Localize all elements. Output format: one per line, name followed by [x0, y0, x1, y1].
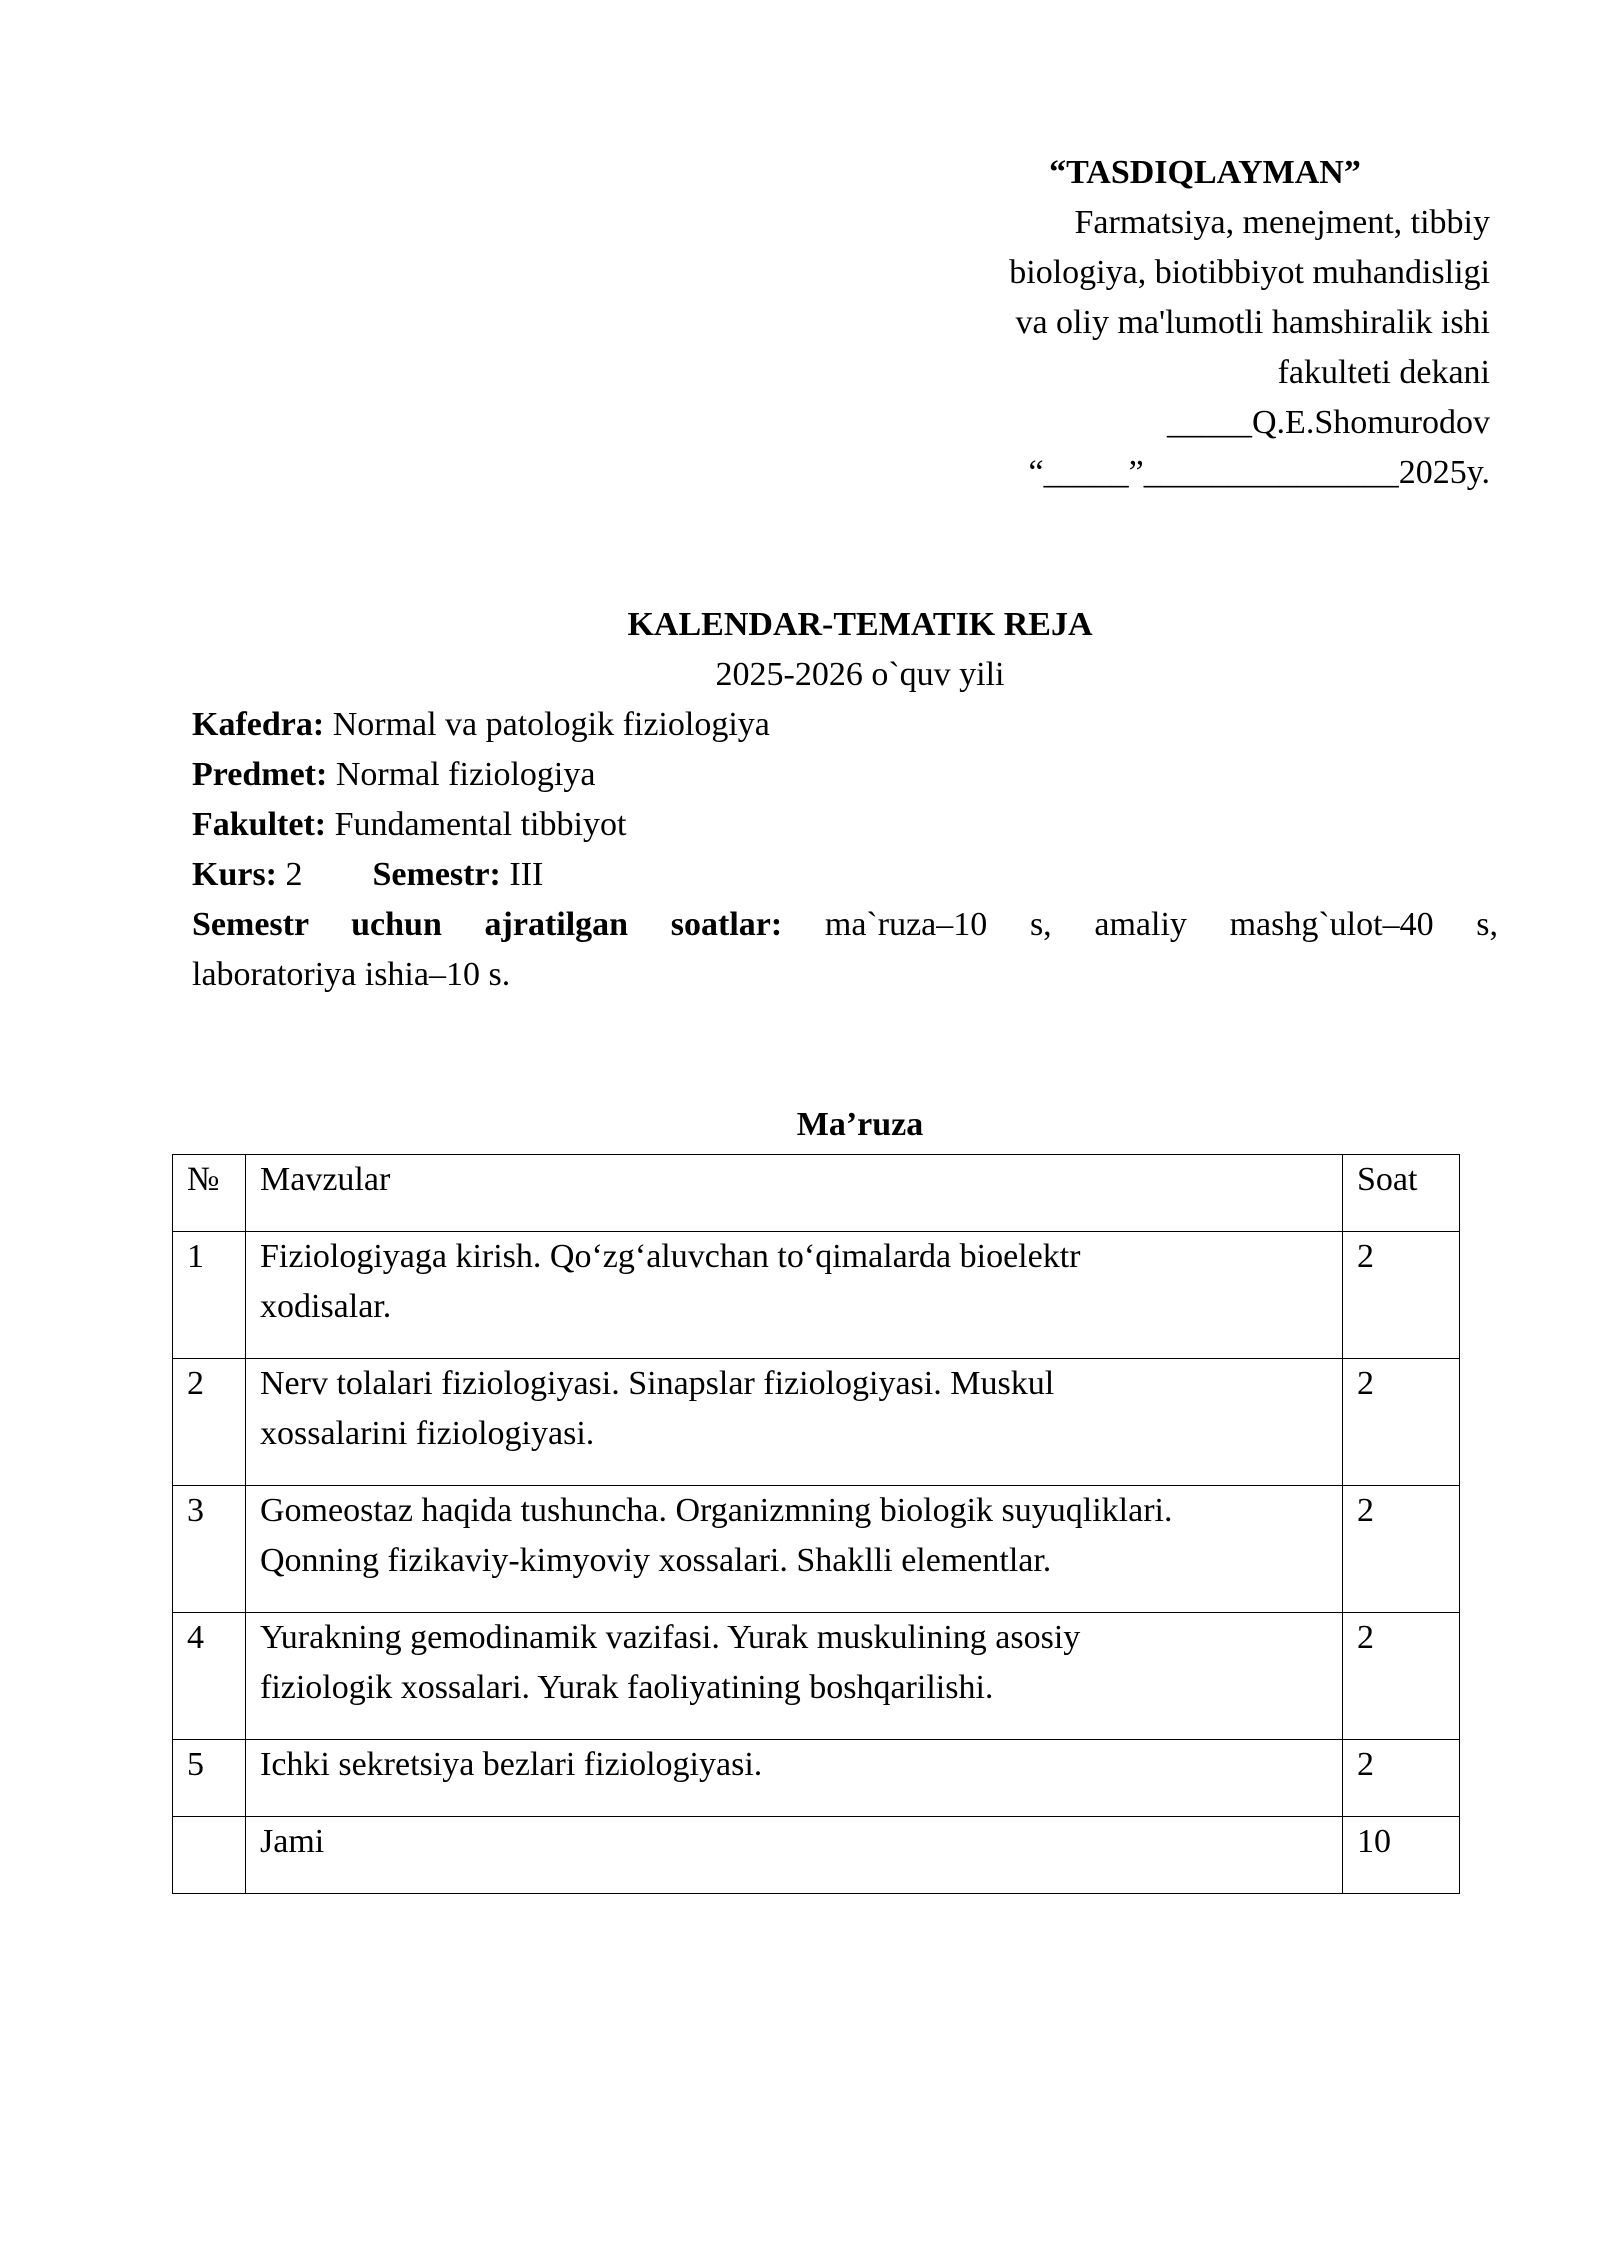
kurs-label: Kurs:: [192, 856, 277, 893]
table-row: [173, 1359, 1460, 1486]
row-topic: [246, 1359, 1343, 1486]
semestr-value: III: [500, 856, 544, 893]
plan-title: KALENDAR-TEMATIK REJA: [627, 606, 1093, 643]
fakultet-label: Fakultet:: [192, 806, 327, 843]
course-info: [192, 700, 1498, 1000]
lectures-table: [172, 1154, 1460, 1894]
row-topic-line: Nerv tolalari fiziologiyasi. Sinapslar fiziologiyasi. Muskul: [260, 1365, 1055, 1402]
kafedra-row: [192, 700, 1498, 750]
row-hours: 2: [1343, 1740, 1460, 1817]
hours-label: Semestr uchun ajratilgan soatlar:: [192, 906, 783, 943]
predmet-value: Normal fiziologiya: [327, 756, 596, 793]
row-topic-line: fiziologik xossalari. Yurak faoliyatining boshqarilishi.: [260, 1669, 994, 1706]
kafedra-value: Normal va patologik fiziologiya: [324, 706, 770, 743]
row-hours: 2: [1343, 1486, 1460, 1613]
predmet-label: Predmet:: [192, 756, 328, 793]
row-topic-line: xodisalar.: [260, 1288, 392, 1325]
total-hours: 10: [1343, 1817, 1460, 1894]
row-topic: [246, 1740, 1343, 1817]
total-label: Jami: [246, 1817, 1343, 1894]
row-topic: [246, 1232, 1343, 1359]
header-hours: Soat: [1343, 1155, 1460, 1232]
table-row: [173, 1613, 1460, 1740]
approval-date-line: “_____”_______________2025y.: [1028, 454, 1490, 491]
row-topic-line: Yurakning gemodinamik vazifasi. Yurak muskulining asosiy: [260, 1619, 1081, 1656]
plan-year: 2025-2026 o`quv yili: [715, 656, 1005, 693]
hours-row: [192, 900, 1498, 950]
total-num: [173, 1817, 246, 1894]
approval-title: “TASDIQLAYMAN”: [1049, 154, 1361, 191]
row-num: 2: [173, 1359, 246, 1486]
hours-row-continued: laboratoriya ishia–10 s.: [192, 956, 511, 993]
approval-block: [890, 148, 1490, 498]
header-num: №: [173, 1155, 246, 1232]
hours-value: ma`ruza–10 s, amaliy mashg`ulot–40 s,: [782, 906, 1498, 943]
approval-signature-line: _____Q.E.Shomurodov: [1167, 404, 1490, 441]
semestr-label: Semestr:: [372, 856, 501, 893]
row-num: 1: [173, 1232, 246, 1359]
lectures-caption: Ma’ruza: [796, 1106, 924, 1143]
row-topic-line: Qonning fizikaviy-kimyoviy xossalari. Shaklli elementlar.: [260, 1542, 1052, 1579]
row-hours: 2: [1343, 1232, 1460, 1359]
kafedra-label: Kafedra:: [192, 706, 325, 743]
table-row: [173, 1232, 1460, 1359]
row-hours: 2: [1343, 1359, 1460, 1486]
approval-line: fakulteti dekani: [1277, 354, 1490, 391]
row-topic: [246, 1613, 1343, 1740]
row-topic-line: xossalarini fiziologiyasi.: [260, 1415, 595, 1452]
table-total-row: [173, 1817, 1460, 1894]
row-topic: [246, 1486, 1343, 1613]
row-hours: 2: [1343, 1613, 1460, 1740]
approval-line: Farmatsiya, menejment, tibbiy: [1074, 204, 1490, 241]
approval-line: va oliy ma'lumotli hamshiralik ishi: [1015, 304, 1490, 341]
row-num: 4: [173, 1613, 246, 1740]
predmet-row: [192, 750, 1498, 800]
fakultet-row: [192, 800, 1498, 850]
table-header-row: [173, 1155, 1460, 1232]
table-row: [173, 1486, 1460, 1613]
table-row: [173, 1740, 1460, 1817]
row-topic-line: Ichki sekretsiya bezlari fiziologiyasi.: [260, 1746, 763, 1783]
approval-line: biologiya, biotibbiyot muhandisligi: [1009, 254, 1490, 291]
header-topic: Mavzular: [246, 1155, 1343, 1232]
kurs-semestr-row: [192, 850, 1498, 900]
kurs-value: 2: [277, 856, 303, 893]
row-num: 3: [173, 1486, 246, 1613]
row-num: 5: [173, 1740, 246, 1817]
row-topic-line: Gomeostaz haqida tushuncha. Organizmning biologik suyuqliklari.: [260, 1492, 1173, 1529]
fakultet-value: Fundamental tibbiyot: [326, 806, 627, 843]
row-topic-line: Fiziologiyaga kirish. Qo‘zg‘aluvchan to‘qimalarda bioelektr: [260, 1238, 1081, 1275]
